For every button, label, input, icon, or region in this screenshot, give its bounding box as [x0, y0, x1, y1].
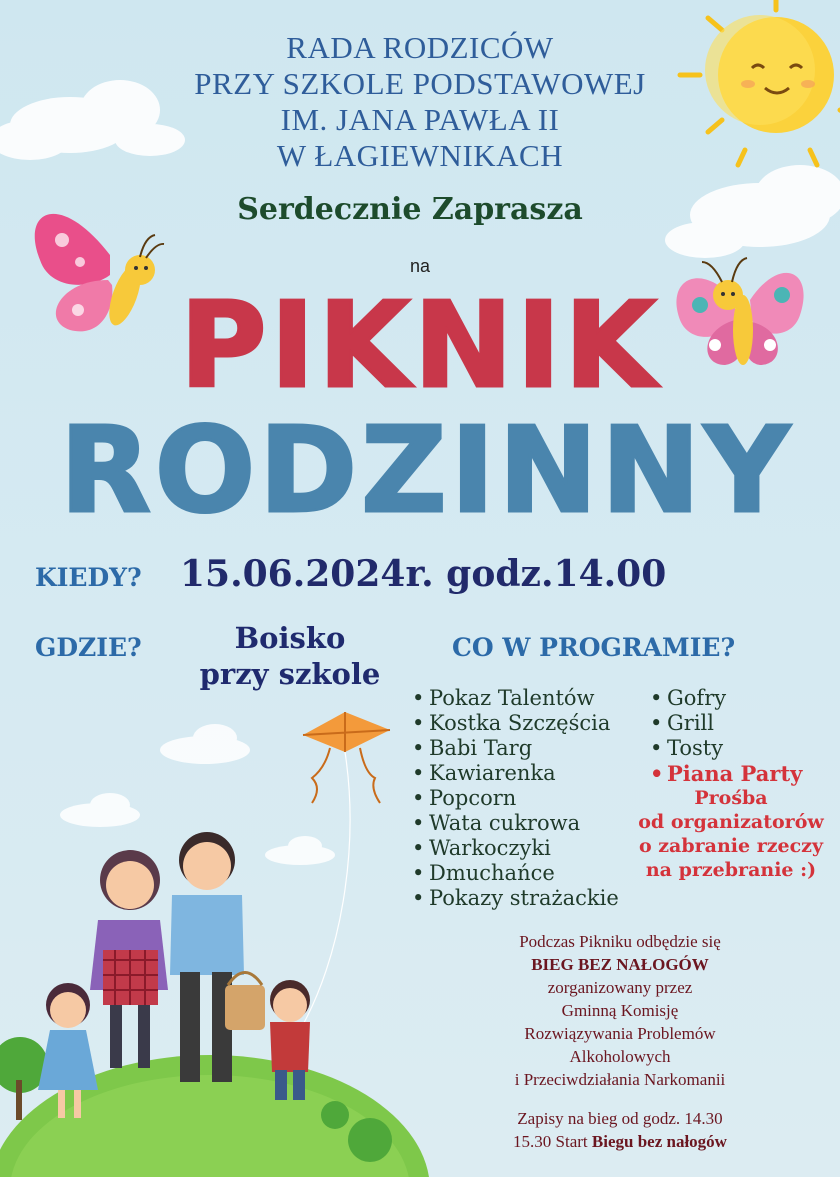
invite-text: Serdecznie Zaprasza: [237, 192, 583, 227]
cloud-icon: [60, 793, 140, 827]
run-schedule: [470, 1107, 770, 1153]
note-line: o zabranie rzeczy: [638, 835, 824, 857]
cloud-icon: [665, 165, 840, 258]
note-line: Prośba: [694, 787, 768, 809]
run-line: i Przeciwdziałania Narkomanii: [514, 1070, 726, 1089]
run-line: Gminną Komisję: [561, 1001, 679, 1020]
list-item-highlight: • Piana Party: [650, 761, 803, 786]
butterfly-icon: [35, 214, 164, 332]
list-item: • Gofry: [650, 686, 727, 710]
list-item: • Dmuchańce: [412, 861, 555, 885]
run-line: zorganizowany przez: [547, 978, 693, 997]
header-line: IM. JANA PAWŁA II: [280, 102, 560, 137]
signup-line: Zapisy na bieg od godz. 14.30: [517, 1109, 723, 1128]
where-label: GDZIE?: [35, 633, 142, 662]
list-item: • Pokazy strażackie: [412, 886, 619, 910]
where-value-line: Boisko: [234, 621, 346, 655]
list-item: • Kostka Szczęścia: [412, 711, 611, 735]
cloud-icon: [265, 836, 335, 865]
program-list-2: [650, 686, 802, 786]
run-line: Alkoholowych: [569, 1047, 671, 1066]
header-line: RADA RODZICÓW: [286, 30, 554, 65]
note-line: od organizatorów: [638, 811, 824, 833]
run-line: Rozwiązywania Problemów: [524, 1024, 716, 1043]
start-line: 15.30 Start Biegu bez nałogów: [513, 1132, 727, 1151]
title-piknik: PIKNIK: [180, 276, 660, 414]
list-item: • Grill: [650, 711, 714, 735]
list-item: • Wata cukrowa: [412, 811, 581, 835]
kite-icon: [300, 712, 390, 1030]
when-value: 15.06.2024r. godz.14.00: [180, 553, 667, 595]
list-item: • Popcorn: [412, 786, 517, 810]
list-item: • Pokaz Talentów: [412, 686, 595, 710]
where-value-line: przy szkole: [199, 657, 381, 691]
when-label: KIEDY?: [35, 563, 142, 592]
header-line: PRZY SZKOLE PODSTAWOWEJ: [194, 66, 646, 101]
title-rodzinny: RODZINNY: [60, 401, 794, 539]
butterfly-icon: [676, 258, 803, 365]
costume-note: [622, 786, 840, 882]
run-line: Podczas Pikniku odbędzie się: [519, 932, 721, 951]
where-value: [180, 620, 400, 692]
note-line: na przebranie :): [645, 859, 817, 881]
run-info: [470, 930, 770, 1091]
list-item: • Tosty: [650, 736, 724, 760]
run-title: BIEG BEZ NAŁOGÓW: [531, 955, 709, 974]
cloud-icon: [160, 724, 250, 764]
organizer-header: [120, 30, 720, 174]
program-label: CO W PROGRAMIE?: [452, 633, 736, 662]
na-text: na: [409, 256, 431, 276]
program-list-1: [412, 686, 619, 911]
list-item: • Warkoczyki: [412, 836, 551, 860]
list-item: • Kawiarenka: [412, 761, 556, 785]
header-line: W ŁAGIEWNIKACH: [276, 138, 564, 173]
list-item: • Babi Targ: [412, 736, 533, 760]
